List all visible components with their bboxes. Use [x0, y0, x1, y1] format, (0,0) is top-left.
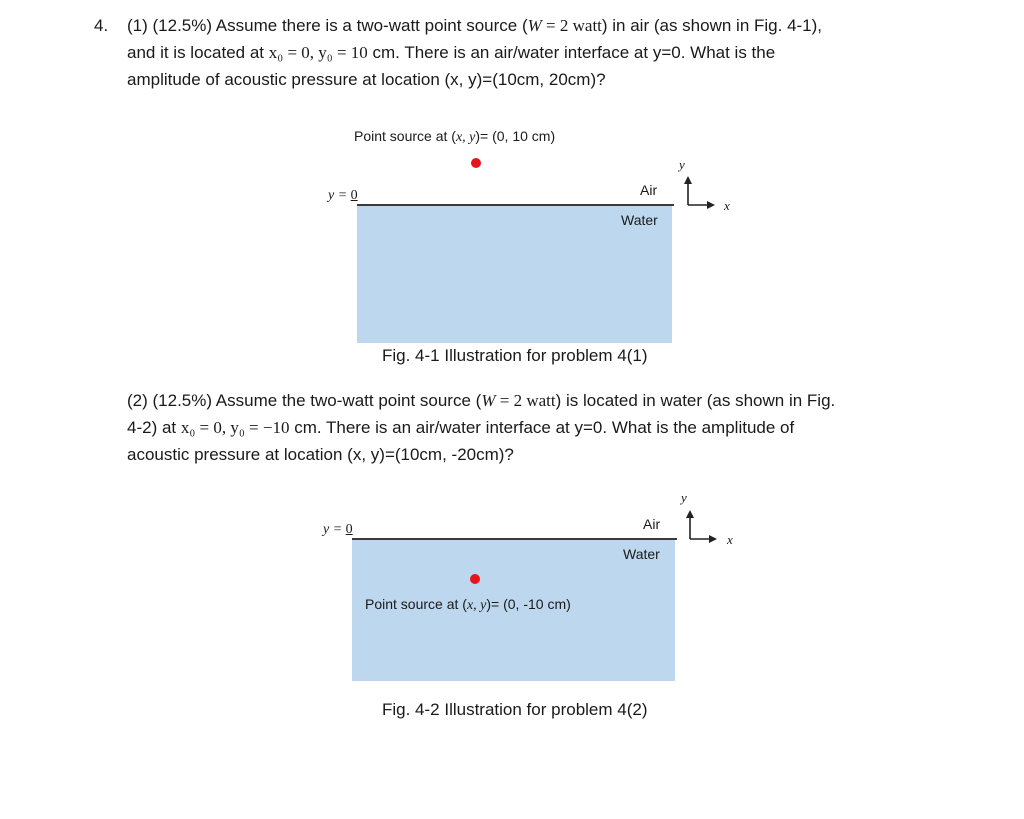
part2-w-symbol: W [481, 391, 496, 410]
fig1-source-label-xy: x, y [455, 130, 476, 145]
fig1-source-label [354, 128, 555, 146]
fig2-source-label-b: )= (0, -10 cm) [486, 596, 571, 612]
part1-w-value: = 2 watt [541, 16, 602, 35]
part2-line1-a: (2) (12.5%) Assume the two-watt point source ( [127, 391, 482, 410]
fig1-y-eq-a: y = [328, 188, 351, 203]
part1-source-coords: x₀ = 0, y₀ = 10 [268, 43, 368, 62]
fig2-y-eq-b: 0 [345, 522, 353, 537]
part1-line2-a: and it is located at [127, 43, 269, 62]
fig2-point-source-dot [470, 574, 480, 584]
fig2-source-label-a: Point source at ( [365, 596, 467, 612]
part1-line1-a: (1) (12.5%) Assume there is a two-watt point source ( [127, 16, 528, 35]
fig2-source-label [365, 596, 571, 614]
fig2-air-label: Air [643, 516, 661, 532]
part1-line2 [127, 39, 775, 66]
fig2-source-label-xy: x, y [466, 598, 487, 613]
fig1-axis-y-label: y [679, 157, 685, 172]
part2-w-value: = 2 watt [495, 391, 556, 410]
fig1-water-label: Water [621, 212, 658, 228]
fig1-air-label: Air [640, 182, 658, 198]
fig2-water-label: Water [623, 546, 660, 562]
fig1-caption: Fig. 4-1 Illustration for problem 4(1) [382, 346, 648, 365]
part2-line2-a: 4-2) at [127, 418, 181, 437]
part2-line2-b: cm. There is an air/water interface at y=0. What is the amplitude of [289, 418, 795, 437]
fig2-y-eq-a: y = [323, 522, 346, 537]
fig2-y-equals-zero [323, 522, 353, 538]
part2-line3: acoustic pressure at location (x, y)=(10cm, -20cm)? [127, 445, 514, 464]
problem-number: 4. [94, 16, 109, 35]
part1-line3: amplitude of acoustic pressure at location (x, y)=(10cm, 20cm)? [127, 70, 606, 89]
part2-line2 [127, 414, 794, 441]
fig1-y-equals-zero [328, 188, 358, 204]
fig1-axis-arrows-icon [678, 174, 718, 214]
part1-line1 [127, 12, 822, 39]
fig2-caption: Fig. 4-2 Illustration for problem 4(2) [382, 700, 648, 719]
fig2-axis-x-label: x [727, 532, 733, 547]
fig1-source-label-b: )= (0, 10 cm) [475, 128, 556, 144]
part2-line1-b: ) is located in water (as shown in Fig. [555, 391, 836, 410]
fig1-source-label-a: Point source at ( [354, 128, 456, 144]
fig1-point-source-dot [471, 158, 481, 168]
fig1-y-eq-b: 0 [350, 188, 358, 203]
fig1-axis-x-label: x [724, 198, 730, 213]
fig2-axis-y-label: y [681, 490, 687, 505]
fig2-axis-arrows-icon [680, 508, 720, 548]
part1-line2-b: cm. There is an air/water interface at y=0. What is the [367, 43, 776, 62]
part2-source-coords: x₀ = 0, y₀ = −10 [180, 418, 290, 437]
part1-line1-b: ) in air (as shown in Fig. 4-1), [601, 16, 823, 35]
part1-w-symbol: W [527, 16, 542, 35]
part2-line1 [127, 387, 835, 414]
